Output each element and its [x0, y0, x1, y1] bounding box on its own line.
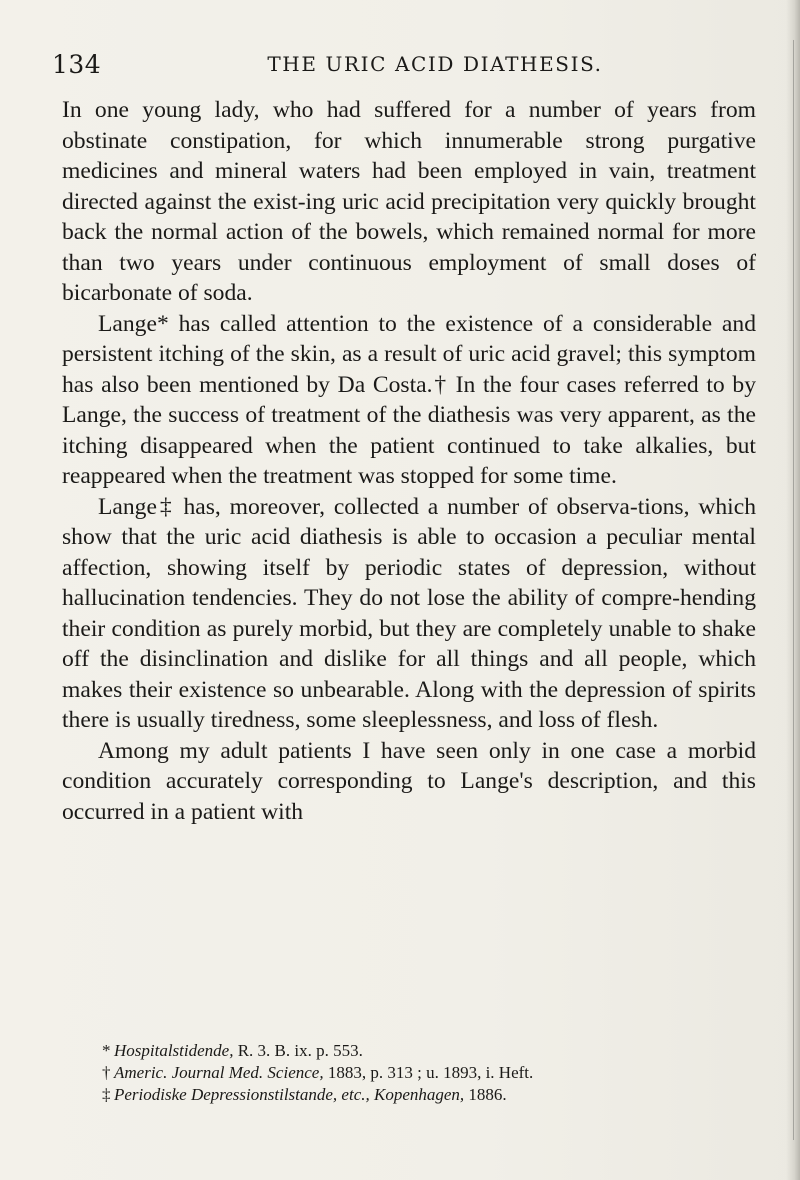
footnote: [102, 1040, 762, 1062]
footnote-reference: 1883, p. 313 ; u. 1893, i. Heft.: [323, 1063, 534, 1082]
footnote-title: Hospitalstidende,: [114, 1041, 234, 1060]
footnote: [102, 1062, 762, 1084]
paragraph-adult-patients: Among my adult patients I have seen only in one case a morbid condition accurately corresponding to Lange's description, and this occurred in a patient with: [62, 737, 756, 825]
footnote-reference: 1886.: [464, 1085, 507, 1104]
footnote-title: Periodiske Depressionstilstande, etc., Kopenhagen,: [114, 1085, 465, 1104]
page-edge-line: [793, 40, 794, 1140]
page-number: 134: [52, 50, 102, 79]
running-head: THE URIC ACID DIATHESIS.: [267, 52, 603, 76]
body-text: [62, 95, 756, 827]
paragraph-itching: Lange* has called attention to the existence of a considerable and persistent itching of the skin, as a result of uric acid gravel; this symptom has also been mentioned by Da Costa.† In the four cases referred to by Lange, the success of treatment of the diathesis was very apparent, as the itching disappeared when the patient continued to take alkalies, but reappeared when the treatment was stopped for some time.: [62, 310, 756, 489]
footnote-mark: †: [102, 1063, 111, 1082]
footnote-title: Americ. Journal Med. Science,: [114, 1063, 324, 1082]
footnote-mark: *: [102, 1041, 111, 1060]
footnotes: [102, 1040, 762, 1106]
paragraph-constipation-case: In one young lady, who had suffered for a number of years from obstinate constipation, for which innumerable strong purgative medicines and mineral waters had been employed in vain, treatment directed against the exist-ing uric acid precipitation very quickly brought back the normal action of the bowels, which remained normal for more than two years under continuous employment of small doses of bicarbonate of soda.: [62, 97, 756, 306]
page-header: [52, 50, 758, 84]
footnote-reference: R. 3. B. ix. p. 553.: [233, 1041, 363, 1060]
footnote: [102, 1084, 762, 1106]
paragraph-mental-affection: Lange‡ has, moreover, collected a number of observa-tions, which show that the uric acid diathesis is able to occasion a peculiar mental affection, showing itself by periodic states of depression, without hallucination tendencies. They do not lose the ability of compre-hending their condition as purely morbid, but they are completely unable to shake off the disinclination and dislike for all things and all people, which makes their existence so unbearable. Along with the depression of spirits there is usually tiredness, some sleeplessness, and loss of flesh.: [62, 493, 756, 733]
footnote-mark: ‡: [102, 1085, 111, 1104]
